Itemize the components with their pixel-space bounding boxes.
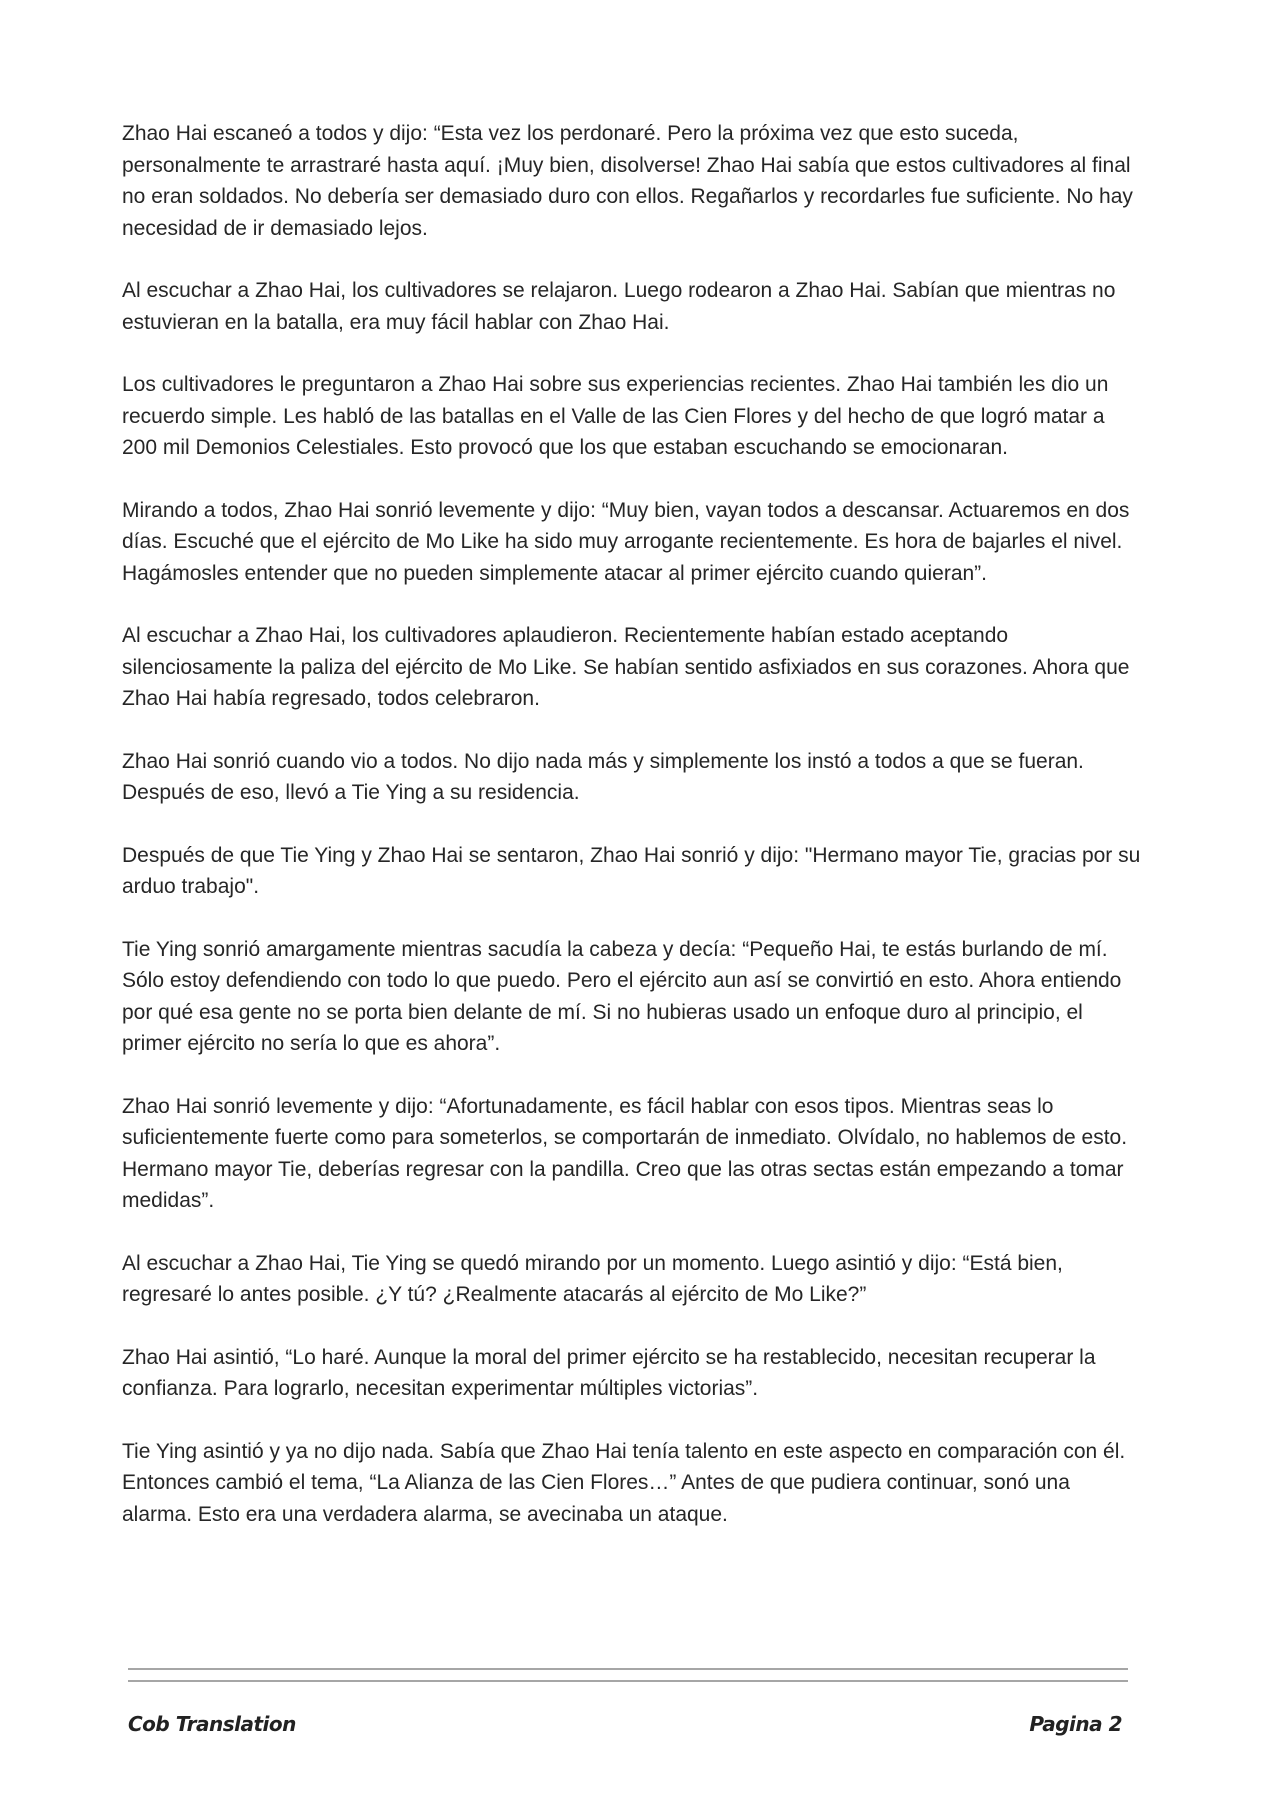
paragraph-9: Zhao Hai sonrió levemente y dijo: “Afortunadamente, es fácil hablar con esos tipos. Mientras seas lo suficientemente fuerte como para someterlos, se comportarán de inmediato. Olvídalo, no hablemos de esto. Hermano mayor Tie, deberías regresar con la pandilla. Creo que las otras sectas están empezando a tomar medidas”. — [122, 1094, 1128, 1212]
footer-page-number: Pagina 2 — [1029, 1712, 1122, 1736]
paragraph-5: Al escuchar a Zhao Hai, los cultivadores aplaudieron. Recientemente habían estado aceptando silenciosamente la paliza del ejército de Mo Like. Se habían sentido asfixiados en sus corazones. Ahora que Zhao Hai había regresado, todos celebraron. — [122, 624, 1130, 710]
paragraph-11: Zhao Hai asintió, “Lo haré. Aunque la moral del primer ejército se ha restablecido, necesitan recuperar la confianza. Para lograrlo, necesitan experimentar múltiples victorias”. — [122, 1345, 1096, 1400]
body-text — [122, 118, 1142, 1561]
paragraph-4: Mirando a todos, Zhao Hai sonrió levemente y dijo: “Muy bien, vayan todos a descansar. Actuaremos en dos días. Escuché que el ejército de Mo Like ha sido muy arrogante recientemente. Es hora de bajarles el nivel. Hagámosles entender que no pueden simplemente atacar al primer ejército cuando quieran”. — [122, 498, 1130, 585]
paragraph-1: Zhao Hai escaneó a todos y dijo: “Esta vez los perdonaré. Pero la próxima vez que esto suceda, personalmente te arrastraré hasta aquí. ¡Muy bien, disolverse! Zhao Hai sabía que estos cultivadores al final no eran soldados. No debería ser demasiado duro con ellos. Regañarlos y recordarles fue suficiente. No hay necesidad de ir demasiado lejos. — [122, 122, 1133, 240]
footer-divider-top — [128, 1668, 1128, 1670]
footer-translator-credit: Cob Translation — [128, 1712, 296, 1736]
paragraph-6: Zhao Hai sonrió cuando vio a todos. No dijo nada más y simplemente los instó a todos a que se fueran. Después de eso, llevó a Tie Ying a su residencia. — [122, 749, 1084, 804]
paragraph-10: Al escuchar a Zhao Hai, Tie Ying se quedó mirando por un momento. Luego asintió y dijo: “Está bien, regresaré lo antes posible. ¿Y tú? ¿Realmente atacarás al ejército de Mo Like?” — [122, 1251, 1063, 1306]
paragraph-3: Los cultivadores le preguntaron a Zhao Hai sobre sus experiencias recientes. Zhao Hai también les dio un recuerdo simple. Les habló de las batallas en el Valle de las Cien Flores y del hecho de que logró matar a 200 mil Demonios Celestiales. Esto provocó que los que estaban escuchando se emocionaran. — [122, 373, 1109, 459]
footer-divider-bottom — [128, 1680, 1128, 1682]
paragraph-7: Después de que Tie Ying y Zhao Hai se sentaron, Zhao Hai sonrió y dijo: "Hermano mayor Tie, gracias por su arduo trabajo". — [122, 843, 1141, 898]
paragraph-2: Al escuchar a Zhao Hai, los cultivadores se relajaron. Luego rodearon a Zhao Hai. Sabían que mientras no estuvieran en la batalla, era muy fácil hablar con Zhao Hai. — [122, 279, 1116, 334]
paragraph-12: Tie Ying asintió y ya no dijo nada. Sabía que Zhao Hai tenía talento en este aspecto en comparación con él. Entonces cambió el tema, “La Alianza de las Cien Flores…” Antes de que pudiera continuar, sonó una alarma. Esto era una verdadera alarma, se avecinaba un ataque. — [122, 1439, 1126, 1526]
paragraph-8: Tie Ying sonrió amargamente mientras sacudía la cabeza y decía: “Pequeño Hai, te estás burlando de mí. Sólo estoy defendiendo con todo lo que puedo. Pero el ejército aun así se convirtió en esto. Ahora entiendo por qué esa gente no se porta bien delante de mí. Si no hubieras usado un enfoque duro al principio, el primer ejército no sería lo que es ahora”. — [122, 937, 1122, 1055]
